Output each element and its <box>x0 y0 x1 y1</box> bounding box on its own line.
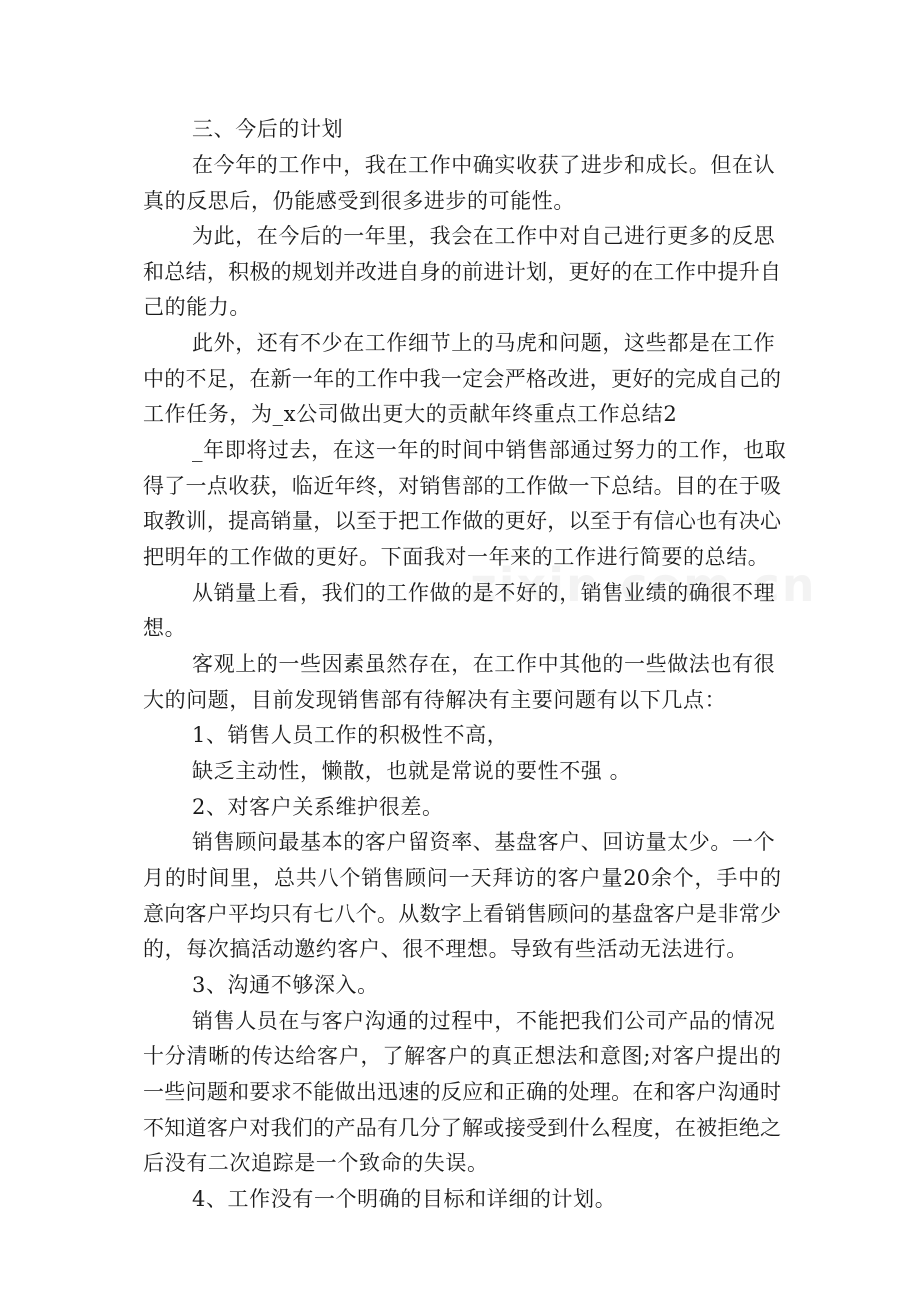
paragraph-line: 把明年的工作做的更好。下面我对一年来的工作进行简要的总结。 <box>143 545 770 569</box>
paragraph-line: 销售人员在与客户沟通的过程中，不能把我们公司产品的情况 <box>192 1009 776 1033</box>
paragraph-line: 销售顾问最基本的客户留资率、基盘客户、回访量太少。一个 <box>192 830 776 854</box>
paragraph-line: 取教训，提高销量，以至于把工作做的更好，以至于有信心也有决心 <box>143 509 781 533</box>
paragraph-line: 中的不足，在新一年的工作中我一定会严格改进，更好的完成自己的 <box>143 367 781 391</box>
paragraph-line: 后没有二次追踪是一个致命的失误。 <box>143 1151 489 1175</box>
paragraph-line: 一些问题和要求不能做出迅速的反应和正确的处理。在和客户沟通时 <box>143 1080 781 1104</box>
paragraph-line: 的，每次搞活动邀约客户、很不理想。导致有些活动无法进行。 <box>143 937 748 961</box>
paragraph-line: 此外，还有不少在工作细节上的马虎和问题，这些都是在工作 <box>192 331 776 355</box>
paragraph-line: 真的反思后，仍能感受到很多进步的可能性。 <box>143 189 575 213</box>
paragraph-line: 意向客户平均只有七八个。从数字上看销售顾问的基盘客户是非常少 <box>143 902 781 926</box>
paragraph-line: 在今年的工作中，我在工作中确实收获了进步和成长。但在认 <box>192 153 776 177</box>
paragraph-line: 客观上的一些因素虽然存在，在工作中其他的一些做法也有很 <box>192 652 776 676</box>
paragraph-line: 为此，在今后的一年里，我会在工作中对自己进行更多的反思 <box>192 224 776 248</box>
list-item: 3、沟通不够深入。 <box>192 973 379 997</box>
paragraph-line: 想。 <box>143 616 187 640</box>
list-item: 1、销售人员工作的积极性不高， <box>192 723 509 747</box>
paragraph-line: 月的时间里，总共八个销售顾问一天拜访的客户量20余个，手中的 <box>143 866 781 890</box>
list-item: 4、工作没有一个明确的目标和详细的计划。 <box>192 1187 617 1211</box>
section-heading: 三、今后的计划 <box>192 117 344 141</box>
paragraph-line: 工作任务，为_x公司做出更大的贡献年终重点工作总结2 <box>143 402 678 426</box>
paragraph-line: _年即将过去，在这一年的时间中销售部通过努力的工作，也取 <box>192 438 787 462</box>
paragraph-line: 大的问题，目前发现销售部有待解决有主要问题有以下几点： <box>143 688 727 712</box>
paragraph-line: 不知道客户对我们的产品有几分了解或接受到什么程度，在被拒绝之 <box>143 1116 781 1140</box>
paragraph-line: 得了一点收获，临近年终，对销售部的工作做一下总结。目的在于吸 <box>143 474 781 498</box>
paragraph-line: 从销量上看，我们的工作做的是不好的，销售业绩的确很不理 <box>192 581 776 605</box>
paragraph-line: 缺乏主动性，懒散，也就是常说的要性不强 。 <box>192 759 632 783</box>
list-item: 2、对客户关系维护很差。 <box>192 795 444 819</box>
paragraph-line: 和总结，积极的规划并改进自身的前进计划，更好的在工作中提升自 <box>143 260 781 284</box>
paragraph-line: 己的能力。 <box>143 295 251 319</box>
paragraph-line: 十分清晰的传达给客户，了解客户的真正想法和意图;对客户提出的 <box>143 1044 781 1068</box>
